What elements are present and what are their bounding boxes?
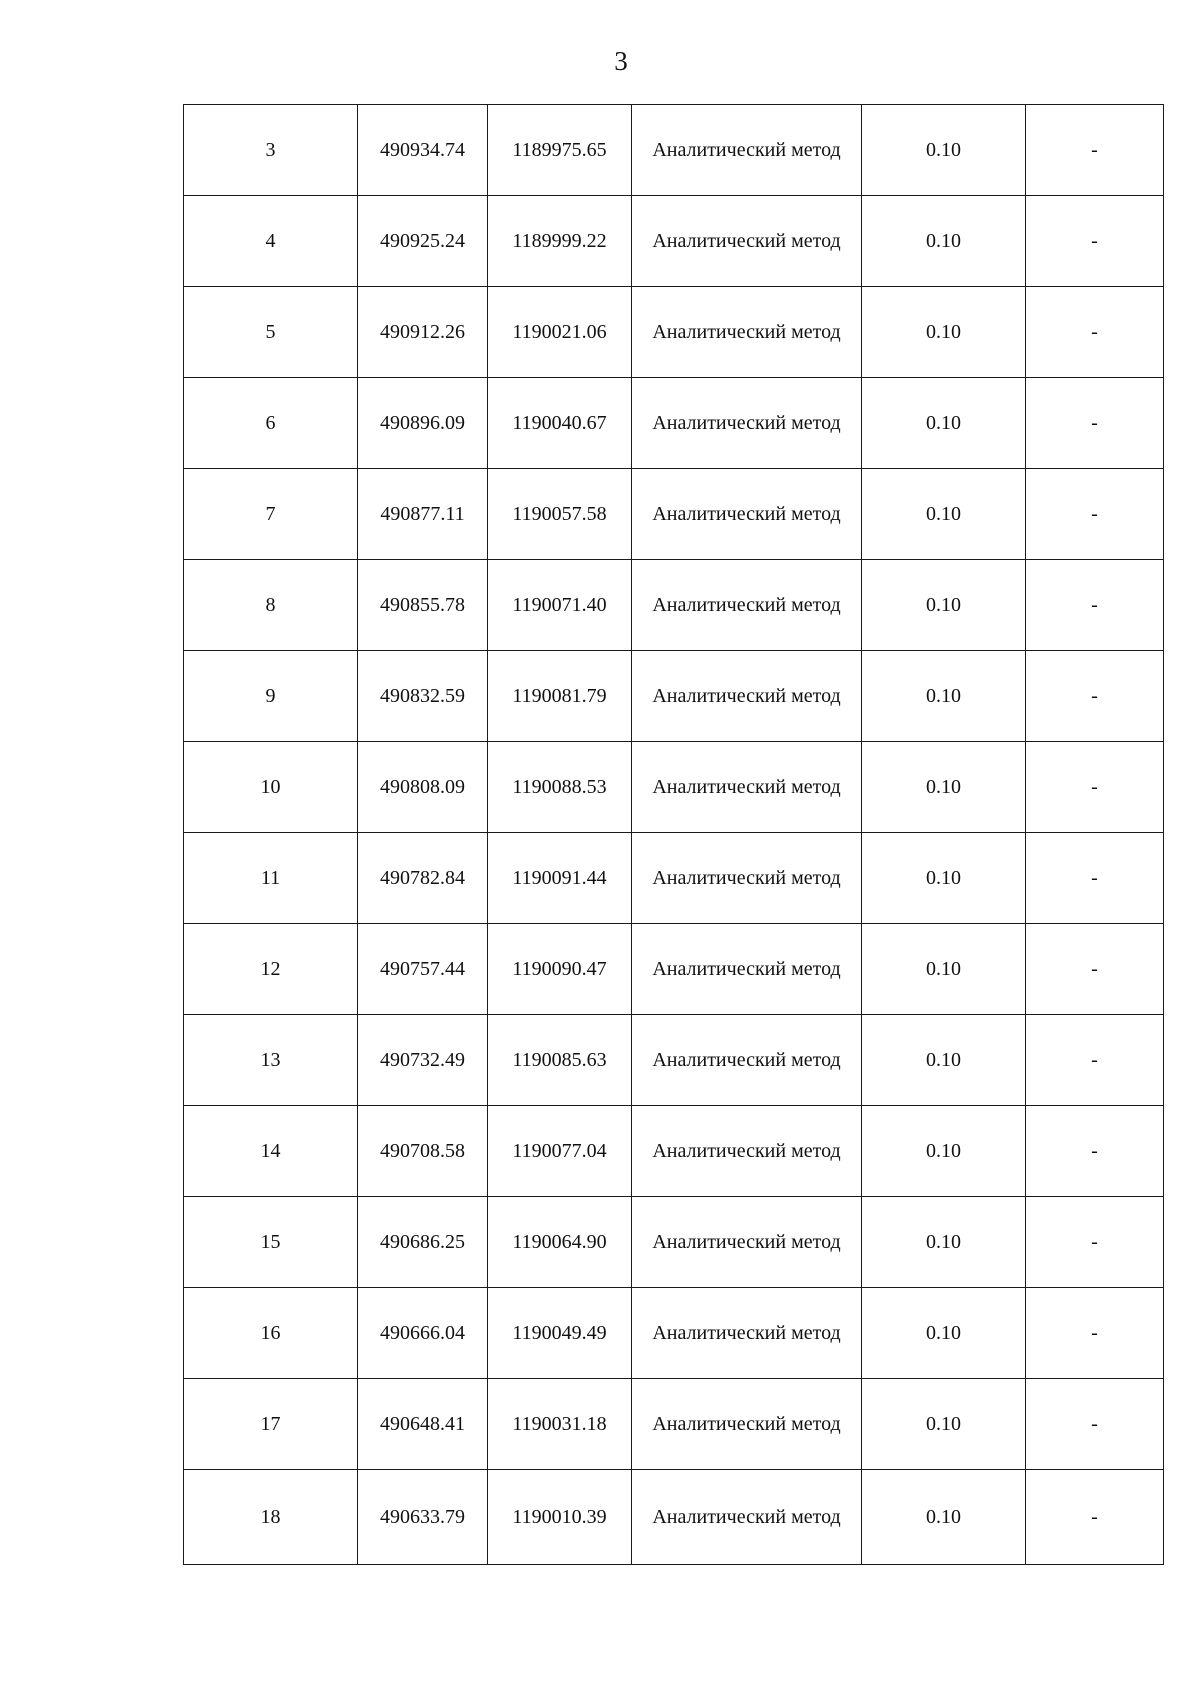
point-number-cell: 6 bbox=[184, 378, 358, 469]
extra-cell: - bbox=[1026, 924, 1164, 1015]
y-coordinate-cell: 1189999.22 bbox=[488, 196, 632, 287]
precision-cell: 0.10 bbox=[862, 742, 1026, 833]
y-coordinate-cell: 1190071.40 bbox=[488, 560, 632, 651]
extra-cell: - bbox=[1026, 1197, 1164, 1288]
extra-cell: - bbox=[1026, 287, 1164, 378]
extra-cell: - bbox=[1026, 1379, 1164, 1470]
method-cell: Аналитический метод bbox=[632, 378, 862, 469]
y-coordinate-cell: 1190081.79 bbox=[488, 651, 632, 742]
point-number-cell: 13 bbox=[184, 1015, 358, 1106]
extra-cell: - bbox=[1026, 378, 1164, 469]
table-row bbox=[184, 196, 1164, 287]
extra-cell: - bbox=[1026, 196, 1164, 287]
method-cell: Аналитический метод bbox=[632, 1288, 862, 1379]
x-coordinate-cell: 490925.24 bbox=[358, 196, 488, 287]
y-coordinate-cell: 1190010.39 bbox=[488, 1470, 632, 1565]
x-coordinate-cell: 490808.09 bbox=[358, 742, 488, 833]
precision-cell: 0.10 bbox=[862, 560, 1026, 651]
table-row bbox=[184, 378, 1164, 469]
method-cell: Аналитический метод bbox=[632, 105, 862, 196]
page-number: 3 bbox=[614, 46, 628, 76]
extra-cell: - bbox=[1026, 1106, 1164, 1197]
point-number-cell: 16 bbox=[184, 1288, 358, 1379]
x-coordinate-cell: 490686.25 bbox=[358, 1197, 488, 1288]
point-number-cell: 10 bbox=[184, 742, 358, 833]
method-cell: Аналитический метод bbox=[632, 833, 862, 924]
table-row bbox=[184, 1470, 1164, 1565]
precision-cell: 0.10 bbox=[862, 1197, 1026, 1288]
method-cell: Аналитический метод bbox=[632, 1197, 862, 1288]
y-coordinate-cell: 1190077.04 bbox=[488, 1106, 632, 1197]
table-row bbox=[184, 1015, 1164, 1106]
y-coordinate-cell: 1189975.65 bbox=[488, 105, 632, 196]
point-number-cell: 15 bbox=[184, 1197, 358, 1288]
table-row bbox=[184, 1106, 1164, 1197]
method-cell: Аналитический метод bbox=[632, 651, 862, 742]
precision-cell: 0.10 bbox=[862, 287, 1026, 378]
precision-cell: 0.10 bbox=[862, 1470, 1026, 1565]
point-number-cell: 18 bbox=[184, 1470, 358, 1565]
extra-cell: - bbox=[1026, 1288, 1164, 1379]
method-cell: Аналитический метод bbox=[632, 1106, 862, 1197]
precision-cell: 0.10 bbox=[862, 924, 1026, 1015]
extra-cell: - bbox=[1026, 651, 1164, 742]
table-row bbox=[184, 287, 1164, 378]
table-row bbox=[184, 1197, 1164, 1288]
precision-cell: 0.10 bbox=[862, 1288, 1026, 1379]
method-cell: Аналитический метод bbox=[632, 196, 862, 287]
x-coordinate-cell: 490633.79 bbox=[358, 1470, 488, 1565]
precision-cell: 0.10 bbox=[862, 833, 1026, 924]
x-coordinate-cell: 490832.59 bbox=[358, 651, 488, 742]
precision-cell: 0.10 bbox=[862, 469, 1026, 560]
table-row bbox=[184, 924, 1164, 1015]
y-coordinate-cell: 1190088.53 bbox=[488, 742, 632, 833]
extra-cell: - bbox=[1026, 1015, 1164, 1106]
x-coordinate-cell: 490782.84 bbox=[358, 833, 488, 924]
method-cell: Аналитический метод bbox=[632, 924, 862, 1015]
extra-cell: - bbox=[1026, 1470, 1164, 1565]
table-row bbox=[184, 560, 1164, 651]
method-cell: Аналитический метод bbox=[632, 469, 862, 560]
table-row bbox=[184, 742, 1164, 833]
x-coordinate-cell: 490896.09 bbox=[358, 378, 488, 469]
x-coordinate-cell: 490877.11 bbox=[358, 469, 488, 560]
x-coordinate-cell: 490648.41 bbox=[358, 1379, 488, 1470]
precision-cell: 0.10 bbox=[862, 105, 1026, 196]
y-coordinate-cell: 1190057.58 bbox=[488, 469, 632, 560]
point-number-cell: 4 bbox=[184, 196, 358, 287]
x-coordinate-cell: 490912.26 bbox=[358, 287, 488, 378]
method-cell: Аналитический метод bbox=[632, 1470, 862, 1565]
method-cell: Аналитический метод bbox=[632, 1015, 862, 1106]
precision-cell: 0.10 bbox=[862, 378, 1026, 469]
method-cell: Аналитический метод bbox=[632, 742, 862, 833]
coordinates-table-body bbox=[184, 105, 1164, 1565]
extra-cell: - bbox=[1026, 833, 1164, 924]
precision-cell: 0.10 bbox=[862, 1379, 1026, 1470]
precision-cell: 0.10 bbox=[862, 1015, 1026, 1106]
table-row bbox=[184, 1288, 1164, 1379]
x-coordinate-cell: 490666.04 bbox=[358, 1288, 488, 1379]
point-number-cell: 9 bbox=[184, 651, 358, 742]
x-coordinate-cell: 490757.44 bbox=[358, 924, 488, 1015]
y-coordinate-cell: 1190064.90 bbox=[488, 1197, 632, 1288]
table-row bbox=[184, 469, 1164, 560]
x-coordinate-cell: 490732.49 bbox=[358, 1015, 488, 1106]
table-row bbox=[184, 1379, 1164, 1470]
extra-cell: - bbox=[1026, 469, 1164, 560]
precision-cell: 0.10 bbox=[862, 1106, 1026, 1197]
y-coordinate-cell: 1190040.67 bbox=[488, 378, 632, 469]
x-coordinate-cell: 490934.74 bbox=[358, 105, 488, 196]
y-coordinate-cell: 1190085.63 bbox=[488, 1015, 632, 1106]
x-coordinate-cell: 490855.78 bbox=[358, 560, 488, 651]
method-cell: Аналитический метод bbox=[632, 287, 862, 378]
table-row bbox=[184, 833, 1164, 924]
point-number-cell: 12 bbox=[184, 924, 358, 1015]
y-coordinate-cell: 1190091.44 bbox=[488, 833, 632, 924]
precision-cell: 0.10 bbox=[862, 196, 1026, 287]
point-number-cell: 8 bbox=[184, 560, 358, 651]
point-number-cell: 11 bbox=[184, 833, 358, 924]
y-coordinate-cell: 1190049.49 bbox=[488, 1288, 632, 1379]
extra-cell: - bbox=[1026, 105, 1164, 196]
point-number-cell: 3 bbox=[184, 105, 358, 196]
point-number-cell: 17 bbox=[184, 1379, 358, 1470]
coordinates-table bbox=[183, 104, 1164, 1565]
y-coordinate-cell: 1190031.18 bbox=[488, 1379, 632, 1470]
x-coordinate-cell: 490708.58 bbox=[358, 1106, 488, 1197]
y-coordinate-cell: 1190021.06 bbox=[488, 287, 632, 378]
table-row bbox=[184, 105, 1164, 196]
y-coordinate-cell: 1190090.47 bbox=[488, 924, 632, 1015]
method-cell: Аналитический метод bbox=[632, 1379, 862, 1470]
point-number-cell: 14 bbox=[184, 1106, 358, 1197]
method-cell: Аналитический метод bbox=[632, 560, 862, 651]
extra-cell: - bbox=[1026, 742, 1164, 833]
extra-cell: - bbox=[1026, 560, 1164, 651]
precision-cell: 0.10 bbox=[862, 651, 1026, 742]
point-number-cell: 7 bbox=[184, 469, 358, 560]
table-row bbox=[184, 651, 1164, 742]
point-number-cell: 5 bbox=[184, 287, 358, 378]
